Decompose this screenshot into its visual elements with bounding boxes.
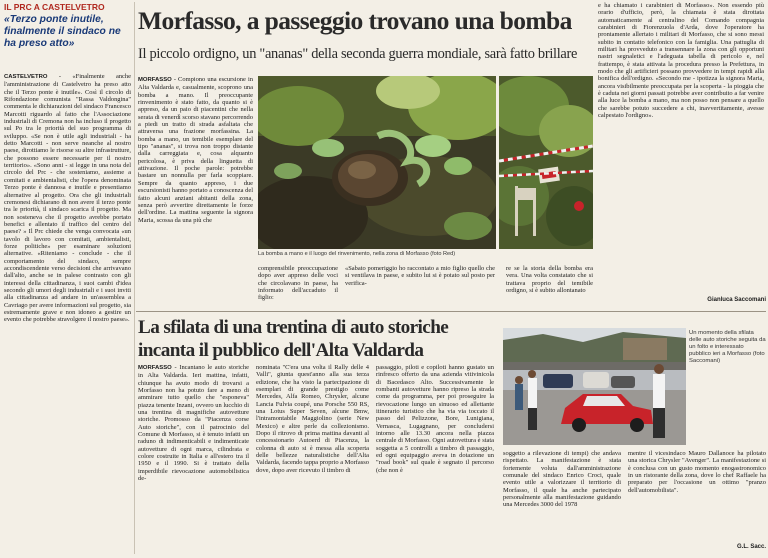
bottom-article-col5: mentre il vicesindaco Mauro Dallanoce ha pilotato una storica Chrysler "Avenger". La manifestazione si è conclusa con un gusto momento enogastronomico in un ristorante della zona, dove lo chef Raffaele ha preparato per l'occasione un ottimo "pranzo dell'automobilista".: [628, 450, 766, 494]
top-signature: Gianluca Saccomani: [707, 297, 766, 303]
bottom-signature: G.L. Sacc.: [736, 544, 766, 550]
top-article-col2: comprensibile preoccupazione dopo aver appreso delle voci che circolavano in paese, ha informato dell'accaduto il figlio:: [258, 265, 338, 302]
bottom-article-col1: [138, 364, 249, 554]
bottom-headline-line2: incanta il pubblico dell'Alta Valdarda: [138, 339, 424, 361]
left-article-body: [4, 73, 131, 553]
bottom-headline: [138, 317, 498, 362]
left-headline: «Terzo ponte inutile, finalmente il sindaco ne ha preso atto»: [4, 14, 121, 49]
bomb-photo-image: [258, 76, 496, 249]
left-kicker: IL PRC A CASTELVETRO: [4, 2, 105, 12]
bottom-dateline: MORFASSO: [138, 365, 172, 371]
section-divider: [136, 311, 766, 312]
bottom-article-col4: soggetto a rilevazione di tempi) che andava rispettato. La manifestazione è stata fortemente voluta dall'amministrazione comunale del sindaco Enrico Croci, quale evento utile a valorizzare il territorio di Morfasso, il quale ha anche partecipato personalmente alla manifestazione guidando una Mercedes 3000 del 1978: [503, 450, 621, 509]
bottom-article-col3: passaggio, piloti e copiloti hanno gustato un rinfresco offerto da una azienda vitivinicola di Bacedasco Alto. Successivamente le rombanti autovetture hanno ripreso la strada come da programma, per poi proseguire la rievocazione lungo un sinuoso ed allettante itinerario turistico che ha via via toccato il passo del Pelizzone, Bore, Lunigiana, Vernasca, Lugagnano, per concludersi intorno alle 13.30 ancora nella piazza centrale di Morfasso. Ogni autovettura è stata soggetta a 5 controlli a timbro di passaggio, ed ogni equipaggio aveva in dotazione un "road book" sul quale è segnato il percorso (che non è: [376, 364, 494, 474]
bottom-photo-caption: Un momento della sfilata delle auto storiche seguita da un folto e interessato pubblico ieri a Morfasso (foto Saccomani): [689, 330, 766, 364]
car-photo-image: [503, 328, 686, 445]
left-body-text: - «Finalmente anche l'amministrazione di Castelvetro ha preso atto che il Terzo ponte è inutile». Così il circolo di Rifondazione comunista "Rassa Valdongina" commenta le dichiarazioni del sindaco Francesco Marcotti riguardo al fatto che l'Associazione industriali di Cremona non ha incluso il progetto sul Po tra le priorità del suo programma di sviluppo. «Se non è utile agli industriali - ha detto Marcotti - non serve neanche al nostro paese, dirottiamo le risorse su altre infrastrutture, che possono essere necessarie per il nostro territorio». «Sono anni - si legge in una nota del circolo del Prc - che sosteniamo, assieme a comitati e ambientalisti, che l'opera denominata Terzo ponte è dannosa e inutile e presentiamo alternative al progetto. Ora che gli industriali cremonesi dichiarano di non avere il terzo ponte tra le priorità, il sindaco scarica il progetto. Ma non sosteneva che il progetto avrebbe portato benefici e allentato il traffico del centro del paese? » Il Prc chiede che venga convocata «un tavolo di lavoro con comitati, ambientalisti, forze politiche» per esaminare soluzioni alternative. «Riteniamo - conclude - che il comportamento del sindaco, sempre accondiscendente verso decisioni che arrivavano dall'alto, anche se in palese contrasto con gli interessi della cittadinanza, i suoi cambi d'idea secondo gli umori degli industriali e i suoi inviti alla cittadinanza ad andare in un'assemblea a Cavriago per avere informazioni sul progetto, sia estremamente grave e non idoneo a gestire un evento che potrebbe stravolgere il nostro paese».: [4, 73, 131, 324]
top-article-col1: [138, 76, 253, 328]
left-dateline: CASTELVETRO: [4, 74, 48, 80]
top-col1-text: - Compiono una escursione in Alta Valdarda e, casualmente, scoprono una bomba a mano. Il preoccupante rinvenimento è stato fatto, da quanto si è appreso, da un paio di piacentini che nella serata di venerdì scorso stavano percorrendo a piedi un tratto di strada asfaltata che attraversa una frazione morfassina. La bomba a mano, un temibile esemplare del tipo "ananas", si trova non troppo distante dalla carreggiata e, cosa alquanto pericolosa, è priva della linguetta di attivazione. Il poche parole: potrebbe bastare un nonnulla per farla scoppiare. Sempre da quanto appreso, i due escursionisti hanno portato a conoscenza del fatto alcuni anziani abitanti della zona, senza però avvertire direttamente le forze dell'ordine. La mattina seguente la signora Maria, scossa da una più che: [138, 76, 253, 224]
bottom-headline-line1: La sfilata di una trentina di auto storiche: [138, 317, 449, 338]
top-dateline: MORFASSO: [138, 77, 172, 83]
top-article-right-col: e ha chiamato i carabinieri di Morfasso». Non essendo più orario d'ufficio, però, la chiamata è stata dirottata automaticamente al centralino del Comando compagnia carabinieri di Fiorenzuola d'Arda, dove l'operatore ha prontamente allertato i militari di Morfasso, che si sono messi subito in contatto telefonico con la famiglia. Una pattuglia di militari ha provveduto a transennare la zona con gli opportuni nastri segnaletici e l'adeguata tabella di pericolo e, nel frattempo, è stata attivata la procedura presso la Prefettura, in modo che gli artificieri possano provvedere in tempi rapidi alla bonifica dell'ordigno. «Secondo me - ipotizza la signora Maria, ancora visibilmente preoccupata per la scoperta - la pioggia che è caduta nei giorni passati potrebbe aver contribuito a far venire alla luce la bomba a mano, ma non posso non pensare a quello che sarebbe potuto succedere a chi, inavvertitamente, avesse calpestato l'ordigno».: [598, 2, 764, 120]
site-photo-image: [499, 76, 593, 249]
top-headline: Morfasso, a passeggio trovano una bomba: [138, 6, 572, 35]
top-photo-caption: La bomba a mano e il luogo del rinvenimento, nella zona di Morfasso (foto Red): [258, 251, 456, 257]
bottom-col1-text: - Incantano le auto storiche in Alta Valdarda. Ieri mattina, infatti, chiunque ha avuto modo di trovarsi a Morfasso non ha potuto fare a meno di ammirare tutto quello che "esponeva" piazza tenente Inzani, ovvero un lucchio di una trentina di magnifiche autovetture storiche. Promosso da "Piacenza corse Auto storiche", con il patrocinio del Comune di Morfasso, si è tenuto infatti un raduno di indimenticabili e indimenticate autovetture di ogni marca, cilindrata e colore costruite in Italia e all'estero tra il 1950 e il 1990. Si è trattato della imperdibile rievocazione automobilistica de-: [138, 364, 249, 483]
bomb-photo: [258, 76, 496, 249]
top-subhead: Il piccolo ordigno, un "ananas" della seconda guerra mondiale, sarà fatto brillare: [138, 46, 578, 62]
top-article-col3: «Sabato pomeriggio ho raccontato a mio figlio quello che si ventilava in paese, e subito lui si è potato sul posto per verifica-: [345, 265, 495, 287]
column-divider: [134, 2, 135, 554]
site-photo: [499, 76, 593, 249]
bottom-article-col2: nominata "C'era una volta il Rally delle 4 Valli", giunta quest'anno alla sua terza edizione, che ha visto la partecipazione di esemplari di grande prestigio come Mercedes, Alfa Romeo, Chrysler, alcune Lancia Fulvia coupé, una Porsche 550 RS, una Lotus Super Seven, alcune Bmw, l'intramontabile Maggiolino (serie New Mexico) e altre perle da collezionismo. Dopo il ritrovo di prima mattina davanti al concessionario Autoerd di Piacenza, la colonna di auto si è messa alla scoperta delle bellezze naturalistiche dell'Alta Valdarda, facendo tappa proprio a Morfasso dove, dopo aver ricevuto il timbro di: [256, 364, 369, 474]
top-article-col4: re se la storia della bomba era vera. Una volta constatato che si trattava proprio del temibile ordigno, si è subito allontanato: [506, 265, 593, 295]
car-photo: [503, 328, 686, 445]
